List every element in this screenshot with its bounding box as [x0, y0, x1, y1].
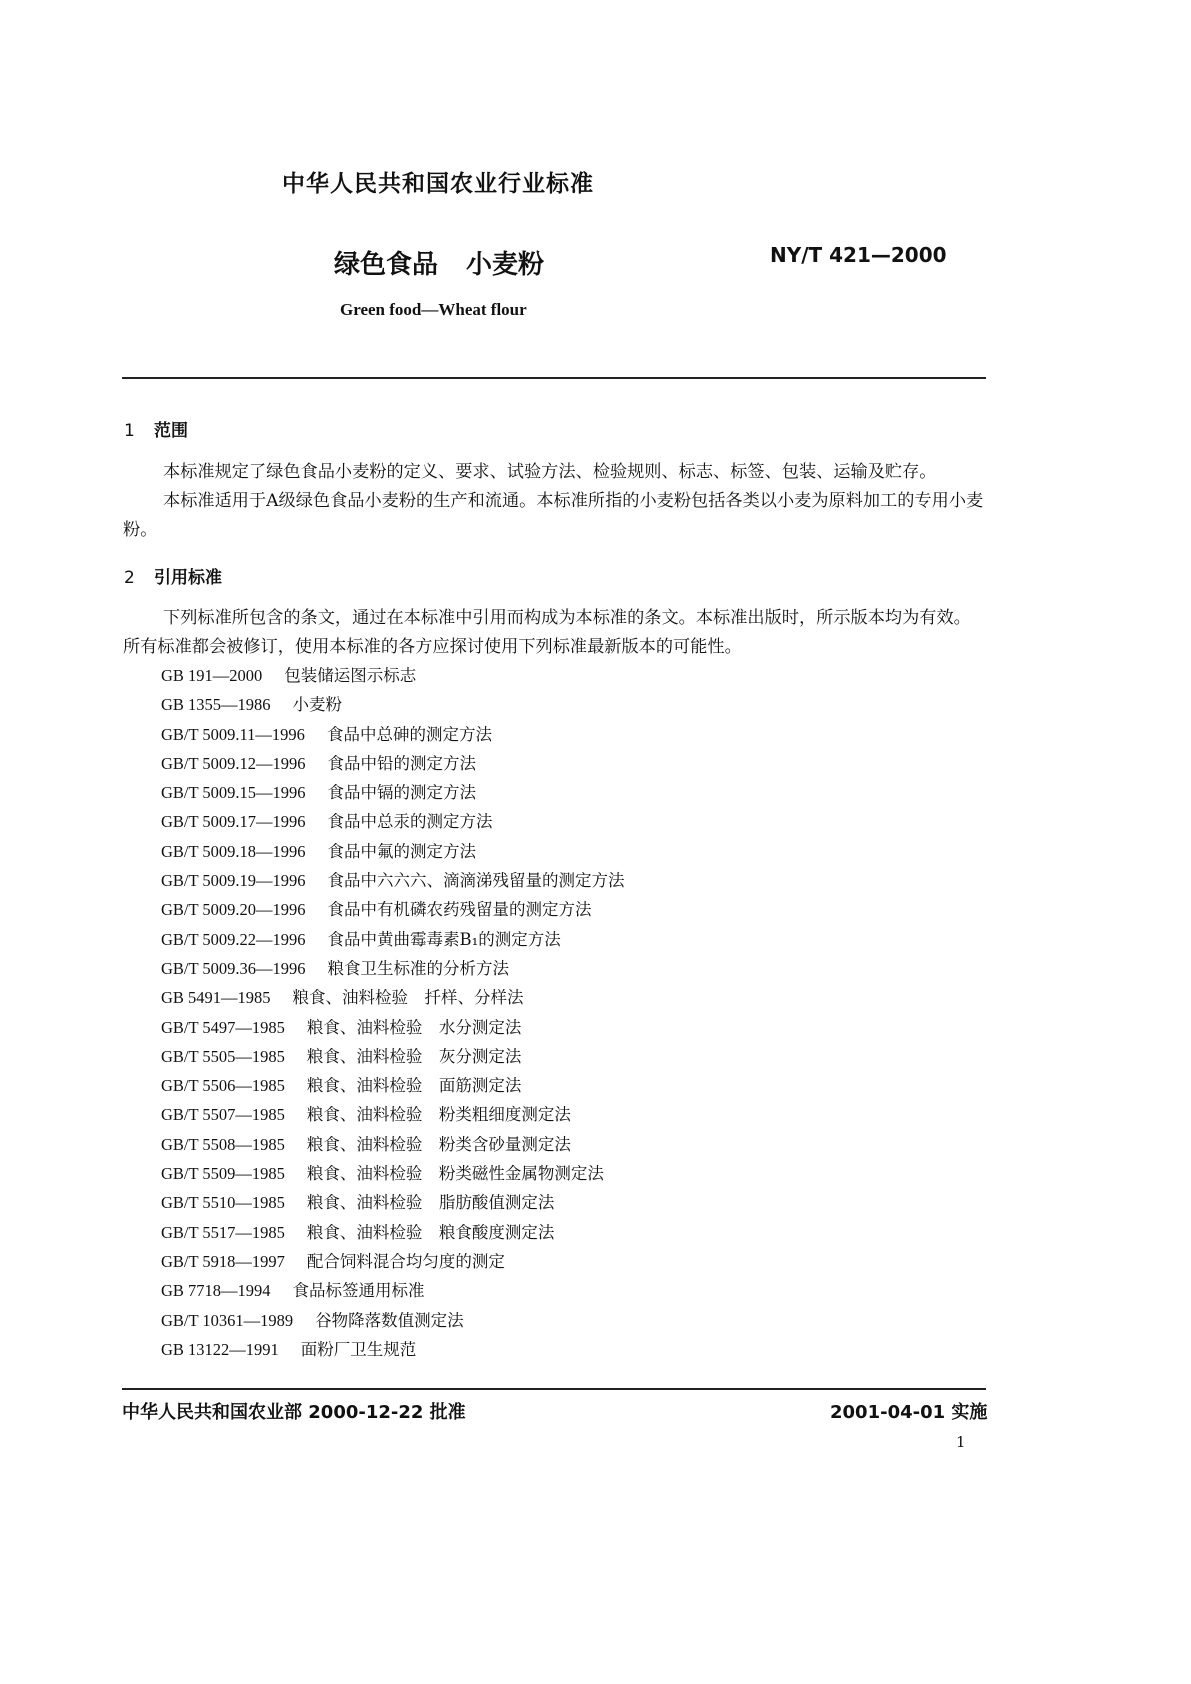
reference-item — [161, 895, 625, 924]
section-1-paragraph-2: 本标准适用于A级绿色食品小麦粉的生产和流通。本标准所指的小麦粉包括各类以小麦为原料加工的专用小麦粉。 — [123, 491, 984, 540]
reference-title: 粮食、油料检验 水分测定法 — [306, 1017, 522, 1037]
reference-item — [161, 661, 625, 690]
reference-item — [161, 1013, 625, 1042]
reference-title: 小麦粉 — [292, 695, 343, 715]
reference-code: GB/T 5510—1985 — [161, 1193, 285, 1213]
title-part-2: 小麦粉 — [466, 250, 545, 280]
reference-title: 粮食、油料检验 脂肪酸值测定法 — [306, 1193, 555, 1213]
reference-code: GB/T 5507—1985 — [161, 1105, 285, 1125]
reference-item — [161, 720, 625, 749]
reference-item — [161, 807, 625, 836]
reference-item — [161, 690, 625, 719]
reference-code: GB/T 5009.17—1996 — [161, 812, 306, 832]
reference-title: 面粉厂卫生规范 — [300, 1339, 417, 1359]
reference-code: GB/T 5918—1997 — [161, 1251, 285, 1271]
reference-title: 粮食、油料检验 粉类磁性金属物测定法 — [306, 1164, 604, 1184]
reference-title: 食品中六六六、滴滴涕残留量的测定方法 — [327, 871, 625, 891]
reference-code: GB/T 5009.15—1996 — [161, 783, 306, 803]
title-part-1: 绿色食品 — [334, 250, 439, 280]
reference-item — [161, 983, 625, 1012]
reference-item — [161, 1335, 625, 1364]
reference-item — [161, 1276, 625, 1305]
reference-item — [161, 866, 625, 895]
reference-title: 食品中黄曲霉毒素B₁的测定方法 — [327, 929, 561, 949]
reference-code: GB 13122—1991 — [161, 1339, 279, 1359]
footer-divider — [122, 1388, 986, 1390]
reference-title: 食品中氟的测定方法 — [327, 841, 477, 861]
reference-title: 粮食、油料检验 粉类含砂量测定法 — [306, 1134, 571, 1154]
reference-code: GB 191—2000 — [161, 666, 263, 685]
reference-item — [161, 837, 625, 866]
reference-item — [161, 1188, 625, 1217]
header-organization: 中华人民共和国农业行业标准 — [282, 171, 594, 197]
section-title: 范围 — [154, 421, 188, 441]
section-1-paragraph-1: 本标准规定了绿色食品小麦粉的定义、要求、试验方法、检验规则、标志、标签、包装、运输及贮存。 — [163, 462, 937, 482]
reference-code: GB/T 5009.36—1996 — [161, 958, 306, 978]
reference-title: 粮食卫生标准的分析方法 — [327, 958, 510, 978]
reference-code: GB/T 5009.18—1996 — [161, 841, 306, 861]
reference-code: GB/T 5509—1985 — [161, 1164, 285, 1184]
reference-title: 粮食、油料检验 粉类粗细度测定法 — [306, 1105, 571, 1125]
document-title — [334, 244, 544, 281]
reference-item — [161, 1247, 625, 1276]
reference-title: 粮食、油料检验 扦样、分样法 — [292, 988, 524, 1008]
page-number: 1 — [956, 1433, 966, 1451]
reference-item — [161, 1218, 625, 1247]
reference-code: GB/T 5009.22—1996 — [161, 929, 306, 949]
reference-code: GB/T 5497—1985 — [161, 1017, 285, 1037]
reference-item — [161, 1306, 625, 1335]
implementation-date: 2001-04-01 实施 — [830, 1402, 988, 1423]
reference-code: GB 1355—1986 — [161, 695, 271, 715]
reference-title: 食品中铅的测定方法 — [327, 753, 477, 773]
approval-line: 中华人民共和国农业部 2000-12-22 批准 — [122, 1402, 466, 1423]
reference-title: 粮食、油料检验 粮食酸度测定法 — [306, 1222, 555, 1242]
reference-item — [161, 1130, 625, 1159]
section-2-heading — [124, 563, 222, 588]
reference-title: 食品中镉的测定方法 — [327, 783, 477, 803]
reference-code: GB/T 5009.12—1996 — [161, 753, 306, 773]
reference-list — [161, 661, 625, 1364]
reference-title: 食品中总汞的测定方法 — [327, 812, 493, 832]
reference-title: 食品中有机磷农药残留量的测定方法 — [327, 900, 592, 920]
standard-code: NY/T 421—2000 — [770, 243, 947, 267]
section-2-paragraph-1: 下列标准所包含的条文，通过在本标准中引用而构成为本标准的条文。本标准出版时，所示版本均为有效。所有标准都会被修订，使用本标准的各方应探讨使用下列标准最新版本的可能性。 — [123, 608, 971, 657]
reference-code: GB/T 5506—1985 — [161, 1076, 285, 1096]
reference-item — [161, 1100, 625, 1129]
english-title: Green food—Wheat flour — [340, 300, 527, 319]
reference-item — [161, 749, 625, 778]
section-1-heading — [124, 416, 188, 441]
reference-code: GB/T 5009.19—1996 — [161, 871, 306, 891]
reference-code: GB 5491—1985 — [161, 988, 271, 1008]
reference-title: 食品标签通用标准 — [292, 1281, 425, 1301]
reference-code: GB/T 5009.11—1996 — [161, 724, 305, 744]
reference-code: GB/T 5505—1985 — [161, 1046, 285, 1066]
reference-item — [161, 778, 625, 807]
reference-code: GB/T 5508—1985 — [161, 1134, 285, 1154]
reference-item — [161, 954, 625, 983]
reference-title: 粮食、油料检验 面筋测定法 — [306, 1076, 522, 1096]
reference-code: GB 7718—1994 — [161, 1281, 271, 1301]
reference-item — [161, 1042, 625, 1071]
reference-title: 谷物降落数值测定法 — [315, 1310, 464, 1330]
reference-code: GB/T 10361—1989 — [161, 1310, 294, 1330]
reference-title: 食品中总砷的测定方法 — [326, 724, 492, 744]
reference-item — [161, 1159, 625, 1188]
reference-title: 配合饲料混合均匀度的测定 — [306, 1251, 505, 1271]
section-number: 1 — [124, 421, 135, 441]
header-divider — [122, 377, 986, 379]
section-title: 引用标准 — [154, 568, 222, 588]
reference-title: 粮食、油料检验 灰分测定法 — [306, 1046, 522, 1066]
reference-item — [161, 925, 625, 954]
reference-code: GB/T 5009.20—1996 — [161, 900, 306, 920]
section-number: 2 — [124, 568, 135, 588]
reference-code: GB/T 5517—1985 — [161, 1222, 285, 1242]
reference-title: 包装储运图示标志 — [284, 666, 417, 685]
reference-item — [161, 1071, 625, 1100]
